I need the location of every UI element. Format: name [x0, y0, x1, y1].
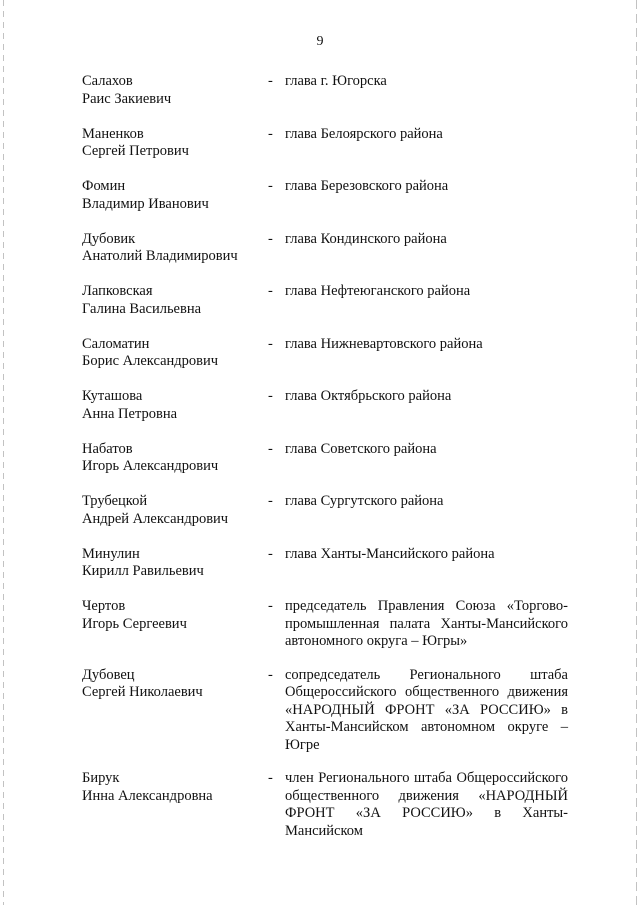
person-name	[82, 546, 268, 581]
given-names: Галина Васильевна	[82, 300, 202, 317]
list-item	[82, 493, 568, 528]
list-item	[82, 441, 568, 476]
surname: Саломатин	[82, 335, 150, 352]
dash-separator: -	[268, 666, 273, 683]
list-item	[82, 178, 568, 213]
position-title: член Регионального штаба Общероссийского общественного движения «НАРОДНЫЙ ФРОНТ «ЗА РОССИЮ» в Ханты-Мансийском	[285, 770, 568, 839]
given-names: Инна Александровна	[82, 787, 213, 804]
position-title: глава Сургутского района	[285, 493, 444, 509]
dash-separator: -	[268, 598, 273, 614]
surname: Салахов	[82, 73, 133, 89]
person-name	[82, 178, 268, 213]
given-names: Сергей Николаевич	[82, 684, 203, 700]
list-item	[82, 770, 568, 840]
position-title: глава Нефтеюганского района	[285, 283, 471, 299]
position-title: глава Нижневартовского района	[285, 335, 483, 352]
position-title: председатель Правления Союза «Торгово-промышленная палата Ханты-Мансийского автономного округа – Югры»	[285, 598, 568, 649]
person-name	[82, 667, 268, 755]
list-item	[82, 283, 568, 318]
given-names: Андрей Александрович	[82, 510, 229, 527]
dash-separator: -	[268, 125, 273, 142]
member-list	[82, 73, 568, 856]
list-item	[82, 73, 568, 108]
given-names: Сергей Петрович	[82, 143, 189, 159]
dash-separator: -	[268, 283, 273, 299]
dash-separator: -	[268, 545, 273, 562]
dash-separator: -	[268, 440, 273, 457]
surname: Чертов	[82, 598, 126, 614]
surname: Маненков	[82, 125, 144, 142]
list-item	[82, 336, 568, 371]
position-title: глава Белоярского района	[285, 125, 443, 142]
given-names: Раис Закиевич	[82, 90, 172, 107]
person-name	[82, 598, 268, 651]
person-name	[82, 336, 268, 371]
given-names: Игорь Сергеевич	[82, 615, 187, 632]
person-name	[82, 283, 268, 318]
list-item	[82, 126, 568, 161]
list-item	[82, 546, 568, 581]
person-name	[82, 770, 268, 840]
position-title: глава Березовского района	[285, 178, 449, 194]
dash-separator: -	[268, 178, 273, 194]
person-name	[82, 73, 268, 108]
scan-left-edge	[3, 0, 4, 905]
dash-separator: -	[268, 493, 273, 509]
surname: Дубовик	[82, 230, 136, 247]
surname: Трубецкой	[82, 493, 148, 509]
surname: Лапковская	[82, 283, 153, 299]
person-name	[82, 441, 268, 476]
position-title: глава Кондинского района	[285, 230, 447, 247]
dash-separator: -	[268, 73, 273, 89]
dash-separator: -	[268, 230, 273, 247]
position-title: глава Ханты-Мансийского района	[285, 545, 495, 562]
scan-right-edge	[636, 0, 637, 905]
position-title: сопредседатель Регионального штаба Общероссийского общественного движения «НАРОДНЫЙ ФРОНТ «ЗА РОССИЮ» в Ханты-Мансийском автономном округе – Югре	[285, 666, 568, 753]
page-number: 9	[316, 34, 324, 49]
dash-separator: -	[268, 770, 273, 786]
position-title: глава г. Югорска	[285, 73, 387, 89]
list-item	[82, 388, 568, 423]
surname: Фомин	[82, 178, 126, 194]
position-title: глава Советского района	[285, 440, 437, 457]
given-names: Игорь Александрович	[82, 458, 219, 474]
surname: Бирук	[82, 770, 120, 786]
list-item	[82, 231, 568, 266]
surname: Минулин	[82, 545, 140, 562]
surname: Дубовец	[82, 666, 135, 683]
list-item	[82, 667, 568, 755]
given-names: Анна Петровна	[82, 405, 178, 422]
list-item	[82, 598, 568, 651]
given-names: Анатолий Владимирович	[82, 248, 238, 264]
surname: Куташова	[82, 388, 143, 404]
person-name	[82, 388, 268, 423]
dash-separator: -	[268, 335, 273, 352]
position-title: глава Октябрьского района	[285, 388, 452, 404]
surname: Набатов	[82, 440, 133, 457]
person-name	[82, 231, 268, 266]
given-names: Кирилл Равильевич	[82, 563, 204, 579]
person-name	[82, 126, 268, 161]
given-names: Владимир Иванович	[82, 195, 209, 212]
person-name	[82, 493, 268, 528]
dash-separator: -	[268, 388, 273, 404]
given-names: Борис Александрович	[82, 353, 219, 369]
